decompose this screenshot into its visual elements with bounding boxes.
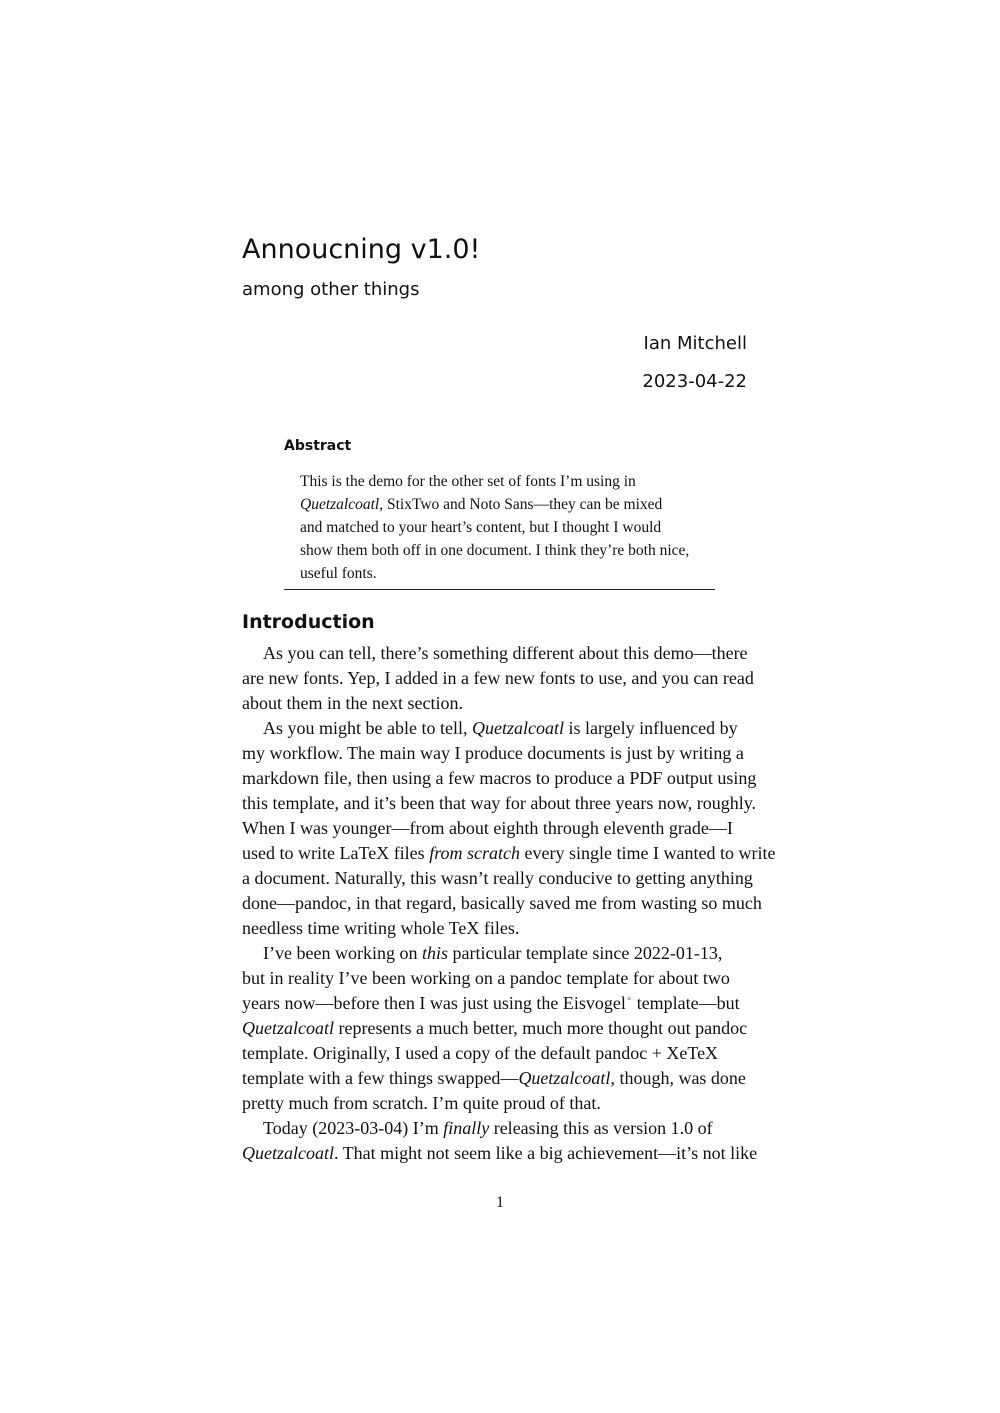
abstract-text: show them both off in one document. I think they’re both nice, — [300, 542, 690, 559]
paragraph-line: done—pandoc, in that regard, basically saved me from wasting so much — [242, 893, 762, 913]
text-run: used to write LaTeX files — [242, 843, 430, 863]
paragraph-line: my workflow. The main way I produce documents is just by writing a — [242, 743, 744, 763]
paragraph-line — [242, 941, 762, 966]
paragraph-line: needless time writing whole TeX files. — [242, 918, 520, 938]
text-run: represents a much better, much more thought out pandoc — [334, 1018, 748, 1038]
text-run: particular template since 2022-01-13, — [447, 943, 723, 963]
paragraph-line — [242, 991, 762, 1016]
paragraph-line — [242, 716, 762, 741]
text-run: template—but — [632, 993, 740, 1013]
italic-text-run: finally — [443, 1118, 490, 1138]
abstract-line — [300, 493, 700, 516]
abstract-text: , StixTwo and Noto Sans—they can be mixed — [379, 496, 663, 513]
italic-text-run: Quetzalcoatl — [242, 1143, 334, 1163]
paragraph-line — [242, 1066, 762, 1091]
abstract-text: This is the demo for the other set of fonts I’m using in — [300, 473, 636, 490]
document-title: Annoucning v1.0! — [242, 234, 481, 265]
paragraph-line: template. Originally, I used a copy of the default pandoc + XeTeX — [242, 1043, 719, 1063]
italic-text-run: Quetzalcoatl — [518, 1068, 611, 1088]
paragraph-line: this template, and it’s been that way for about three years now, roughly. — [242, 793, 757, 813]
text-run: releasing this as version 1.0 of — [489, 1118, 713, 1138]
text-run: template with a few things swapped— — [242, 1068, 519, 1088]
paragraph-line: about them in the next section. — [242, 693, 463, 713]
italic-text-run: from scratch — [429, 843, 521, 863]
document-author: Ian Mitchell — [643, 333, 747, 354]
footnote-link-marker[interactable]: ∘ — [625, 994, 633, 1005]
document-date: 2023-04-22 — [642, 371, 747, 392]
paragraph-line — [242, 1141, 762, 1166]
italic-text-run: Quetzalcoatl — [471, 718, 564, 738]
page-number: 1 — [496, 1194, 504, 1211]
body-text — [242, 641, 776, 1166]
italic-text-run: Quetzalcoatl — [242, 1018, 334, 1038]
section-heading-introduction: Introduction — [242, 611, 375, 633]
paragraph-line: As you can tell, there’s something different about this demo—there — [263, 643, 748, 663]
text-run: is largely influenced by — [563, 718, 738, 738]
text-run: . That might not seem like a big achievement—it’s not like — [334, 1143, 758, 1163]
abstract-body — [300, 470, 700, 585]
paragraph-line: pretty much from scratch. I’m quite proud of that. — [242, 1093, 601, 1113]
paragraph-line — [242, 1116, 762, 1141]
abstract-line — [300, 562, 700, 585]
text-run: As you might be able to tell, — [263, 718, 472, 738]
paragraph-line: are new fonts. Yep, I added in a few new fonts to use, and you can read — [242, 668, 754, 688]
text-run: I’ve been working on — [263, 943, 422, 963]
italic-text-run: this — [421, 943, 448, 963]
text-run: , though, was done — [610, 1068, 746, 1088]
paragraph-line — [242, 1016, 762, 1041]
document-subtitle: among other things — [242, 279, 420, 300]
abstract-text: and matched to your heart’s content, but I thought I would — [300, 519, 662, 536]
abstract-italic-text: Quetzalcoatl — [300, 496, 380, 513]
text-run: years now—before then I was just using the Eisvogel — [242, 993, 626, 1013]
paragraph-line — [242, 841, 776, 866]
text-run: Today (2023-03-04) I’m — [263, 1118, 444, 1138]
abstract-line — [300, 470, 700, 493]
paragraph-line: markdown file, then using a few macros to produce a PDF output using — [242, 768, 757, 788]
abstract-heading: Abstract — [284, 438, 352, 454]
abstract-text: useful fonts. — [300, 565, 377, 582]
abstract-divider — [284, 589, 715, 590]
abstract-line — [300, 539, 700, 562]
paragraph-line: When I was younger—from about eighth through eleventh grade—I — [242, 818, 733, 838]
paragraph-line: but in reality I’ve been working on a pandoc template for about two — [242, 968, 730, 988]
abstract-line — [300, 516, 700, 539]
text-run: every single time I wanted to write — [520, 843, 776, 863]
paragraph-line: a document. Naturally, this wasn’t really conducive to getting anything — [242, 868, 753, 888]
